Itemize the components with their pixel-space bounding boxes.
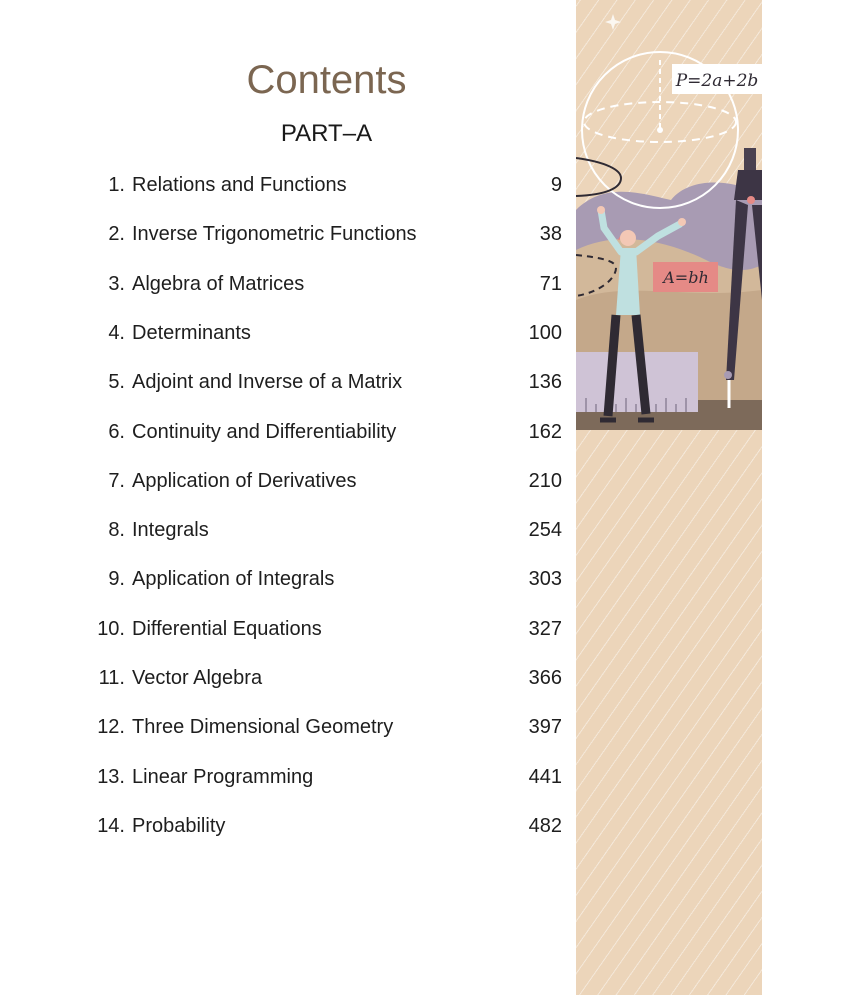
toc-entry-number: 4. bbox=[108, 321, 125, 344]
toc-entry-title: Continuity and Differentiability bbox=[132, 420, 397, 443]
toc-entry-title: Algebra of Matrices bbox=[132, 272, 305, 295]
toc-entry-page: 303 bbox=[528, 568, 562, 591]
toc-entry-title: Application of Integrals bbox=[132, 568, 335, 591]
toc-entry-page: 71 bbox=[539, 272, 562, 295]
decorative-side-panel bbox=[576, 0, 762, 995]
toc-entry-page: 210 bbox=[528, 469, 562, 492]
toc-entry-number: 6. bbox=[108, 420, 125, 443]
toc-entry bbox=[80, 174, 570, 204]
toc-entry-title: Integrals bbox=[132, 519, 209, 542]
toc-entry bbox=[80, 766, 570, 796]
toc-entry-title: Vector Algebra bbox=[132, 667, 263, 689]
toc-entry-title: Application of Derivatives bbox=[132, 469, 357, 492]
toc-entry-page: 441 bbox=[528, 765, 562, 788]
formula-top-text: P=2a+2b bbox=[675, 71, 759, 91]
toc-entry-number: 13. bbox=[97, 765, 125, 788]
toc-entry-number: 7. bbox=[108, 469, 125, 492]
toc-entry-number: 14. bbox=[97, 814, 125, 837]
toc-entry-page: 38 bbox=[539, 223, 562, 246]
toc-entry bbox=[80, 421, 570, 451]
toc-entry bbox=[80, 667, 570, 697]
sparkle-icon bbox=[605, 14, 621, 30]
toc-entry-number: 9. bbox=[108, 568, 125, 591]
toc-entry-title: Inverse Trigonometric Functions bbox=[132, 223, 417, 246]
toc-entry bbox=[80, 716, 570, 746]
toc-entry-page: 327 bbox=[528, 617, 562, 640]
toc-entry-title: Linear Programming bbox=[132, 765, 314, 788]
toc-entry-page: 366 bbox=[528, 667, 562, 689]
toc-entry-number: 3. bbox=[108, 272, 125, 295]
toc-entry-number: 10. bbox=[97, 617, 125, 640]
toc-entry-page: 136 bbox=[528, 371, 562, 394]
part-heading: PART–A bbox=[280, 120, 373, 147]
toc-entry-number: 5. bbox=[108, 371, 125, 394]
math-illustration bbox=[576, 0, 762, 430]
toc-entry-number: 8. bbox=[108, 519, 125, 542]
toc-entry-page: 482 bbox=[528, 814, 562, 837]
toc-entry-page: 100 bbox=[528, 321, 562, 344]
toc-entry-title: Relations and Functions bbox=[132, 174, 347, 196]
toc-entry bbox=[80, 273, 570, 303]
toc-entry-number: 1. bbox=[108, 174, 125, 196]
toc-entry-title: Probability bbox=[132, 814, 226, 837]
toc-entry-title: Determinants bbox=[132, 321, 251, 344]
toc-entry-page: 254 bbox=[528, 519, 562, 542]
toc-entry-title: Adjoint and Inverse of a Matrix bbox=[132, 371, 403, 394]
toc-entry bbox=[80, 322, 570, 352]
toc-entry bbox=[80, 519, 570, 549]
toc-entry-page: 397 bbox=[528, 716, 562, 739]
toc-entry bbox=[80, 223, 570, 253]
toc-entry-title: Three Dimensional Geometry bbox=[132, 716, 394, 739]
toc-entry bbox=[80, 371, 570, 401]
toc-entry-page: 9 bbox=[550, 174, 562, 196]
toc-entry-number: 11. bbox=[98, 667, 125, 689]
formula-middle-text: A=bh bbox=[663, 268, 709, 287]
toc-entry-page: 162 bbox=[528, 420, 562, 443]
sphere-center bbox=[657, 127, 663, 133]
toc-entry bbox=[80, 470, 570, 500]
toc-entry-title: Differential Equations bbox=[132, 617, 322, 640]
toc-entry bbox=[80, 618, 570, 648]
toc-entry-number: 12. bbox=[97, 716, 125, 739]
toc-entry bbox=[80, 568, 570, 598]
toc-entry-number: 2. bbox=[108, 223, 125, 246]
toc-entry bbox=[80, 815, 570, 845]
page-title: Contents bbox=[246, 58, 407, 102]
